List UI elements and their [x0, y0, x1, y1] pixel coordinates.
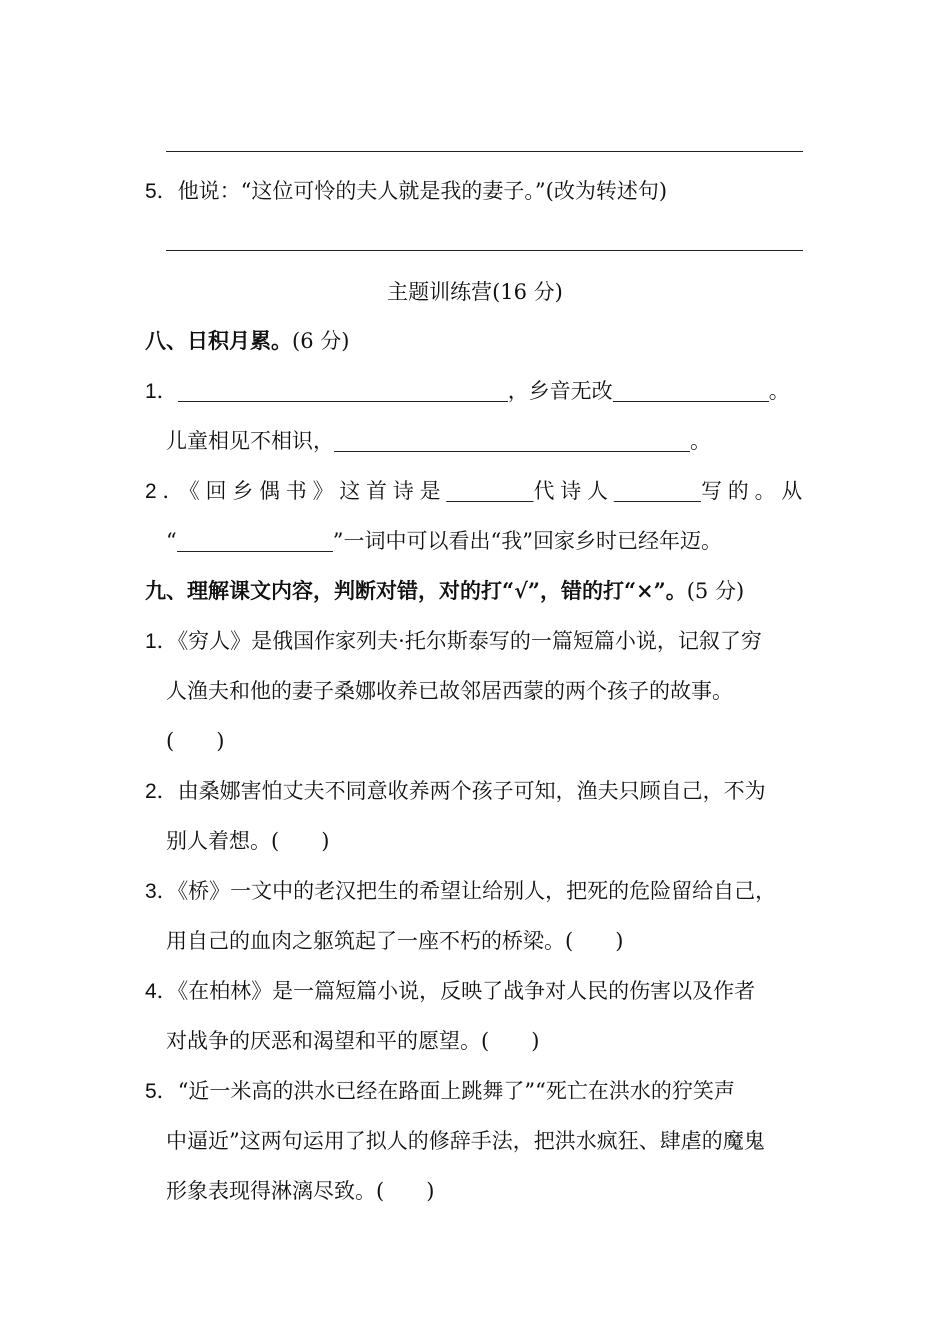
s8-q2-line2	[166, 526, 722, 556]
fill-blank[interactable]	[178, 379, 508, 402]
section-9-heading	[145, 576, 744, 606]
s9-item5-line2: 中逼近”这两句运用了拟人的修辞手法，把洪水疯狂、肆虐的魔鬼	[166, 1129, 765, 1153]
q2-line2-text: ”一词中可以看出“我”回家乡时已经年迈。	[332, 529, 722, 553]
q1-line2-text: 儿童相见不相识，	[166, 429, 334, 453]
s9-item1-line1	[145, 626, 762, 657]
section-heading-text: 八、日积月累。	[145, 328, 292, 353]
question-instruction: (改为转述句)	[545, 179, 668, 203]
question-number: 2．	[145, 480, 190, 503]
q1-end-punct: 。	[768, 379, 790, 403]
question-number: 5．	[145, 1080, 178, 1103]
question-5-rewrite	[145, 176, 667, 207]
section-title: 主题训练营(16 分)	[387, 280, 563, 304]
question-number: 4．	[145, 980, 178, 1003]
question-number: 1．	[145, 380, 178, 403]
s9-item3-line2: 用自己的血肉之躯筑起了一座不朽的桥梁。( )	[166, 929, 624, 953]
s9-item1-line2: 人渔夫和他的妻子桑娜收养已故邻居西蒙的两个孩子的故事。	[166, 679, 733, 703]
s9-item5-line3: 形象表现得淋漓尽致。( )	[166, 1179, 435, 1203]
s9-item4-line1	[145, 976, 755, 1007]
s9-item4-line2: 对战争的厌恶和渴望和平的愿望。( )	[166, 1029, 540, 1053]
item-text: 《穷人》是俄国作家列夫·托尔斯泰写的一篇短篇小说，记叙了穷	[177, 629, 762, 653]
s9-item5-line1	[145, 1076, 735, 1107]
section-points: (5 分)	[686, 579, 745, 603]
q2-text-b: 代诗人	[533, 479, 614, 503]
q2-text-a: 《回乡偶书》这首诗是	[189, 479, 447, 503]
s9-item1-answer-paren[interactable]: ( )	[166, 729, 225, 753]
item-text: 《在柏林》是一篇短篇小说，反映了战争对人民的伤害以及作者	[177, 979, 756, 1003]
question-text: 他说：“这位可怜的夫人就是我的妻子。”	[177, 179, 546, 203]
question-number: 1．	[145, 630, 178, 653]
q2-open-quote: “	[166, 529, 177, 553]
fill-blank[interactable]	[177, 529, 333, 552]
s9-item2-line2: 别人着想。( )	[166, 829, 330, 853]
section-heading-text: 九、理解课文内容，判断对错，对的打“√”，错的打“×”。	[145, 578, 687, 603]
s8-q1-line2	[166, 426, 711, 456]
item-text: “近一米高的洪水已经在路面上跳舞了”“死亡在洪水的狞笑声	[177, 1079, 735, 1103]
section-points: (6 分)	[292, 329, 350, 353]
s9-item3-line1	[145, 876, 776, 907]
q2-text-c: 写的。从	[701, 479, 809, 503]
question-number: 2．	[145, 780, 178, 803]
s8-q2-line1	[145, 476, 808, 507]
q1-mid-text: ，乡音无改	[507, 379, 613, 403]
q1-line2-end: 。	[690, 429, 711, 453]
question-number: 5．	[145, 180, 178, 203]
fill-blank[interactable]	[614, 479, 701, 502]
answer-line-q5	[166, 250, 803, 251]
section-8-heading	[145, 326, 349, 356]
answer-line-top	[166, 151, 803, 152]
fill-blank[interactable]	[446, 479, 533, 502]
fill-blank[interactable]	[334, 429, 690, 452]
s8-q1-line1	[145, 376, 790, 407]
fill-blank[interactable]	[613, 379, 769, 402]
question-number: 3．	[145, 880, 178, 903]
s9-item2-line1	[145, 776, 766, 807]
item-text: 《桥》一文中的老汉把生的希望让给别人，把死的危险留给自己，	[177, 879, 777, 903]
item-text: 由桑娜害怕丈夫不同意收养两个孩子可知，渔夫只顾自己，不为	[177, 779, 766, 803]
